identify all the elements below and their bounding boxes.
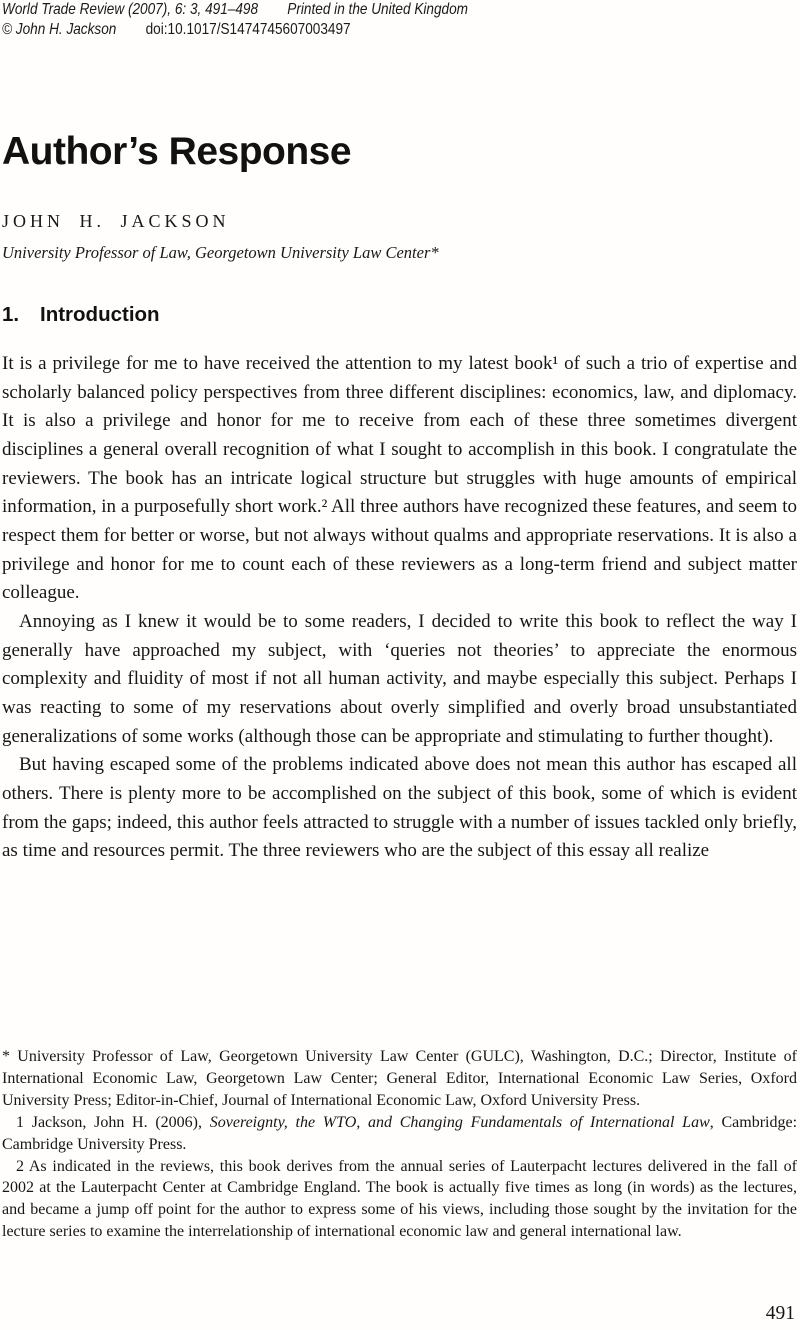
footnotes-block [2,1046,797,1243]
body-paragraph: But having escaped some of the problems indicated above does not mean this author has escaped all others. There is plenty more to be accomplished on the subject of this book, some of which is evident from the gaps; indeed, this author feels attracted to struggle with a number of issues tackled only briefly, as time and resources permit. The three reviewers who are the subject of this essay all realize [2,754,797,862]
running-head-line-2 [2,21,550,41]
printed-note: Printed in the United Kingdom [287,1,468,18]
page-number: 491 [765,1303,795,1324]
footnote-2: 2 As indicated in the reviews, this book derives from the annual series of Lauterpacht lectures delivered in the fall of 2002 at the Lauterpacht Center at Cambridge England. The book is actually five times as long (in words) as the lectures, and became a jump off point for the author to express some of his views, including those sought by the invitation for the lecture series to examine the interrelationship of international economic law and general international law. [2,1157,797,1241]
article-body [2,350,797,1018]
author-name: JOHN H. JACKSON [2,211,230,231]
doi-text: doi:10.1017/S1474745607003497 [145,21,351,38]
journal-citation: World Trade Review (2007), 6: 3, 491–498 [2,1,259,18]
body-paragraph: Annoying as I knew it would be to some readers, I decided to write this book to reflect the way I generally have approached my subject, with ‘queries not theories’ to appreciate the enormous complexity and fluidity of most if not all human activity, and maybe especially this subject. Perhaps I was reacting to some of my reservations about overly simplified and overly broad unsubstantiated generalizations of some works (although those can be appropriate and stimulating to further thought). [2,610,797,747]
running-head [2,1,550,41]
author-affiliation: University Professor of Law, Georgetown University Law Center* [2,243,439,262]
article-title: Author’s Response [2,130,352,173]
running-head-line-1 [2,1,550,21]
footnote-star: * University Professor of Law, Georgetown University Law Center (GULC), Washington, D.C.; Director, Institute of International Economic Law, Georgetown Law Center; General Editor, International Economic Law Series, Oxford University Press; Editor-in-Chief, Journal of International Economic Law, Oxford University Press. [2,1048,797,1109]
body-paragraph: It is a privilege for me to have received the attention to my latest book¹ of such a trio of expertise and scholarly balanced policy perspectives from three different disciplines: economics, law, and diplomacy. It is also a privilege and honor for me to receive from each of these three sometimes divergent disciplines a general overall recognition of what I sought to accomplish in this book. I congratulate the reviewers. The book has an intricate logical structure but struggles with huge amounts of empirical information, in a purposefully short work.² All three authors have recognized these features, and seem to respect them for better or worse, but not always without qualms and appropriate reservations. It is also a privilege and honor for me to count each of these reviewers as a long-term friend and subject matter colleague. [2,353,797,604]
section-title: Introduction [40,303,160,326]
section-heading [2,303,160,327]
footnote-1: 1 Jackson, John H. (2006), Sovereignty, the WTO, and Changing Fundamentals of International Law, Cambridge: Cambridge University Press. [2,1113,798,1153]
section-number: 1. [2,303,20,326]
copyright-notice: © John H. Jackson [2,21,117,38]
